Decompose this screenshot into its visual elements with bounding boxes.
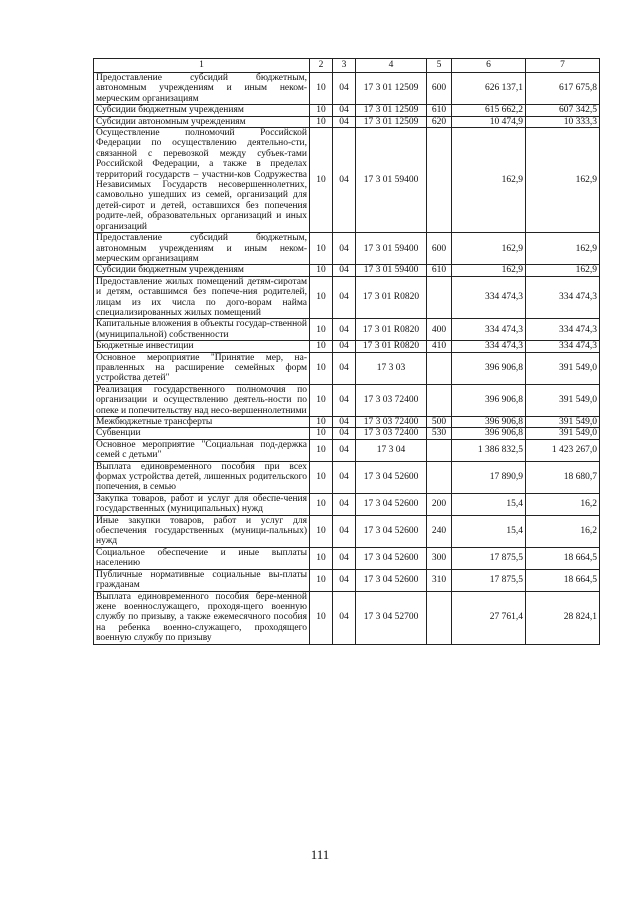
row-amount-col7-cell: 162,9 <box>526 233 600 265</box>
row-subsection-cell: 04 <box>333 233 356 265</box>
row-expense-type-cell: 610 <box>427 105 452 116</box>
row-target-article-cell: 17 3 04 52700 <box>356 591 427 644</box>
row-name-cell: Выплата единовременного пособия бере-менной жене военнослужащего, проходя-щего военную службу по призыву, а также ежемесячного пособия на ребенка военно-служащего, проходящего военную службу по призыву <box>94 591 310 644</box>
row-amount-col7-cell: 391 549,0 <box>526 352 600 384</box>
row-target-article-cell: 17 3 01 R0820 <box>356 319 427 341</box>
row-amount-col6-cell: 396 906,8 <box>452 384 526 416</box>
row-section-cell: 10 <box>310 428 333 439</box>
row-amount-col6-cell: 615 662,2 <box>452 105 526 116</box>
row-expense-type-cell: 500 <box>427 417 452 428</box>
row-amount-col7-cell: 334 474,3 <box>526 276 600 319</box>
table-row <box>94 265 600 276</box>
table-row <box>94 439 600 461</box>
row-amount-col6-cell: 162,9 <box>452 265 526 276</box>
row-expense-type-cell: 200 <box>427 493 452 515</box>
row-name-cell: Выплата единовременного пособия при всех формах устройства детей, лишенных родительского попечения, в семью <box>94 461 310 493</box>
table-row <box>94 493 600 515</box>
row-amount-col6-cell: 17 875,5 <box>452 569 526 591</box>
row-subsection-cell: 04 <box>333 341 356 352</box>
row-amount-col7-cell: 607 342,5 <box>526 105 600 116</box>
table-row <box>94 319 600 341</box>
row-name-cell: Реализация государственного полномочия по организации и осуществлению деятель-ности по опеке и попечительству над несо-вершеннолетними <box>94 384 310 416</box>
row-amount-col7-cell: 1 423 267,0 <box>526 439 600 461</box>
header-cell: 4 <box>356 59 427 73</box>
row-amount-col7-cell: 162,9 <box>526 128 600 233</box>
row-target-article-cell: 17 3 04 52600 <box>356 547 427 569</box>
row-section-cell: 10 <box>310 547 333 569</box>
row-section-cell: 10 <box>310 417 333 428</box>
table-row <box>94 461 600 493</box>
row-section-cell: 10 <box>310 319 333 341</box>
row-amount-col6-cell: 17 890,9 <box>452 461 526 493</box>
row-subsection-cell: 04 <box>333 276 356 319</box>
row-name-cell: Субсидии бюджетным учреждениям <box>94 265 310 276</box>
row-name-cell: Публичные нормативные социальные вы-платы гражданам <box>94 569 310 591</box>
row-name-cell: Капитальные вложения в объекты государ-ственной (муниципальной) собственности <box>94 319 310 341</box>
row-name-cell: Основное мероприятие "Социальная под-держка семей с детьми" <box>94 439 310 461</box>
row-name-cell: Осуществление полномочий Российской Федерации по осуществлению деятельно-сти, связанной с перевозкой между субъек-тами Российской Федерации, а также в пределах территорий государств – участни-ков Содружества Независимых Государств несовершеннолетних, самовольно ушедших из семей, организаций для детей-сирот и детей, оставшихся без попечения родите-лей, образовательных организаций и иных организаций <box>94 128 310 233</box>
row-amount-col7-cell: 391 549,0 <box>526 417 600 428</box>
row-amount-col7-cell: 16,2 <box>526 493 600 515</box>
table-row <box>94 105 600 116</box>
row-target-article-cell: 17 3 03 72400 <box>356 417 427 428</box>
row-expense-type-cell: 410 <box>427 341 452 352</box>
table-row <box>94 428 600 439</box>
row-name-cell: Социальное обеспечение и иные выплаты населению <box>94 547 310 569</box>
row-section-cell: 10 <box>310 276 333 319</box>
row-section-cell: 10 <box>310 73 333 105</box>
row-target-article-cell: 17 3 01 R0820 <box>356 341 427 352</box>
table-row <box>94 384 600 416</box>
row-amount-col7-cell: 10 333,3 <box>526 116 600 127</box>
row-target-article-cell: 17 3 04 52600 <box>356 569 427 591</box>
table-row <box>94 128 600 233</box>
table-row <box>94 569 600 591</box>
row-expense-type-cell: 600 <box>427 233 452 265</box>
row-subsection-cell: 04 <box>333 493 356 515</box>
header-cell: 3 <box>333 59 356 73</box>
header-cell: 7 <box>526 59 600 73</box>
row-section-cell: 10 <box>310 569 333 591</box>
row-subsection-cell: 04 <box>333 352 356 384</box>
row-subsection-cell: 04 <box>333 417 356 428</box>
row-amount-col7-cell: 334 474,3 <box>526 319 600 341</box>
row-subsection-cell: 04 <box>333 461 356 493</box>
row-section-cell: 10 <box>310 116 333 127</box>
row-name-cell: Бюджетные инвестиции <box>94 341 310 352</box>
row-section-cell: 10 <box>310 105 333 116</box>
row-section-cell: 10 <box>310 493 333 515</box>
row-amount-col6-cell: 27 761,4 <box>452 591 526 644</box>
row-amount-col7-cell: 18 680,7 <box>526 461 600 493</box>
row-name-cell: Предоставление жилых помещений детям-сиротам и детям, оставшимся без попече-ния родителей, лицам из их числа по дого-ворам найма специализированных жилых помещений <box>94 276 310 319</box>
header-cell: 6 <box>452 59 526 73</box>
table-row <box>94 547 600 569</box>
row-name-cell: Иные закупки товаров, работ и услуг для обеспечения государственных (муници-пальных) нужд <box>94 515 310 547</box>
table-row <box>94 352 600 384</box>
row-name-cell: Субвенции <box>94 428 310 439</box>
row-expense-type-cell <box>427 352 452 384</box>
header-cell: 2 <box>310 59 333 73</box>
row-subsection-cell: 04 <box>333 128 356 233</box>
row-expense-type-cell: 400 <box>427 319 452 341</box>
table-row <box>94 417 600 428</box>
row-section-cell: 10 <box>310 461 333 493</box>
header-cell: 1 <box>94 59 310 73</box>
row-subsection-cell: 04 <box>333 547 356 569</box>
row-expense-type-cell: 310 <box>427 569 452 591</box>
row-subsection-cell: 04 <box>333 265 356 276</box>
row-subsection-cell: 04 <box>333 515 356 547</box>
table-row <box>94 116 600 127</box>
row-name-cell: Закупка товаров, работ и услуг для обеспе-чения государственных (муниципальных) нужд <box>94 493 310 515</box>
budget-table <box>93 58 600 645</box>
row-target-article-cell: 17 3 01 12509 <box>356 105 427 116</box>
row-target-article-cell: 17 3 01 59400 <box>356 128 427 233</box>
row-expense-type-cell <box>427 276 452 319</box>
row-section-cell: 10 <box>310 265 333 276</box>
row-amount-col6-cell: 334 474,3 <box>452 341 526 352</box>
table-row <box>94 276 600 319</box>
table-body <box>94 73 600 645</box>
row-target-article-cell: 17 3 03 72400 <box>356 428 427 439</box>
row-expense-type-cell <box>427 591 452 644</box>
row-target-article-cell: 17 3 01 12509 <box>356 73 427 105</box>
row-expense-type-cell: 240 <box>427 515 452 547</box>
table-row <box>94 233 600 265</box>
row-section-cell: 10 <box>310 439 333 461</box>
row-amount-col6-cell: 1 386 832,5 <box>452 439 526 461</box>
table-header-row <box>94 59 600 73</box>
row-section-cell: 10 <box>310 591 333 644</box>
row-section-cell: 10 <box>310 233 333 265</box>
row-name-cell: Межбюджетные трансферты <box>94 417 310 428</box>
row-expense-type-cell: 600 <box>427 73 452 105</box>
row-target-article-cell: 17 3 01 12509 <box>356 116 427 127</box>
row-subsection-cell: 04 <box>333 116 356 127</box>
row-expense-type-cell <box>427 384 452 416</box>
row-name-cell: Субсидии бюджетным учреждениям <box>94 105 310 116</box>
table-row <box>94 73 600 105</box>
row-section-cell: 10 <box>310 384 333 416</box>
row-amount-col6-cell: 626 137,1 <box>452 73 526 105</box>
row-section-cell: 10 <box>310 515 333 547</box>
row-amount-col7-cell: 16,2 <box>526 515 600 547</box>
row-target-article-cell: 17 3 01 59400 <box>356 233 427 265</box>
row-expense-type-cell <box>427 439 452 461</box>
row-name-cell: Основное мероприятие "Принятие мер, на-правленных на расширение семейных форм устройства детей" <box>94 352 310 384</box>
row-name-cell: Предоставление субсидий бюджетным, автономным учреждениям и иным неком-мерческим организациям <box>94 233 310 265</box>
row-amount-col7-cell: 617 675,8 <box>526 73 600 105</box>
row-target-article-cell: 17 3 03 <box>356 352 427 384</box>
row-expense-type-cell <box>427 128 452 233</box>
row-amount-col7-cell: 391 549,0 <box>526 384 600 416</box>
row-target-article-cell: 17 3 01 R0820 <box>356 276 427 319</box>
row-target-article-cell: 17 3 04 52600 <box>356 493 427 515</box>
row-subsection-cell: 04 <box>333 428 356 439</box>
row-subsection-cell: 04 <box>333 384 356 416</box>
row-subsection-cell: 04 <box>333 569 356 591</box>
row-section-cell: 10 <box>310 352 333 384</box>
row-amount-col7-cell: 18 664,5 <box>526 547 600 569</box>
row-expense-type-cell: 300 <box>427 547 452 569</box>
row-subsection-cell: 04 <box>333 319 356 341</box>
row-expense-type-cell: 530 <box>427 428 452 439</box>
header-cell: 5 <box>427 59 452 73</box>
row-subsection-cell: 04 <box>333 73 356 105</box>
row-subsection-cell: 04 <box>333 105 356 116</box>
row-amount-col6-cell: 15,4 <box>452 493 526 515</box>
row-name-cell: Предоставление субсидий бюджетным, автономным учреждениям и иным неком-мерческим организациям <box>94 73 310 105</box>
row-expense-type-cell <box>427 461 452 493</box>
row-target-article-cell: 17 3 04 <box>356 439 427 461</box>
row-target-article-cell: 17 3 04 52600 <box>356 461 427 493</box>
row-amount-col7-cell: 391 549,0 <box>526 428 600 439</box>
row-target-article-cell: 17 3 01 59400 <box>356 265 427 276</box>
table-row <box>94 515 600 547</box>
row-amount-col6-cell: 396 906,8 <box>452 352 526 384</box>
row-expense-type-cell: 610 <box>427 265 452 276</box>
row-target-article-cell: 17 3 03 72400 <box>356 384 427 416</box>
row-amount-col7-cell: 28 824,1 <box>526 591 600 644</box>
row-amount-col6-cell: 396 906,8 <box>452 417 526 428</box>
row-amount-col6-cell: 396 906,8 <box>452 428 526 439</box>
row-subsection-cell: 04 <box>333 591 356 644</box>
row-amount-col6-cell: 162,9 <box>452 233 526 265</box>
row-expense-type-cell: 620 <box>427 116 452 127</box>
row-amount-col7-cell: 162,9 <box>526 265 600 276</box>
row-target-article-cell: 17 3 04 52600 <box>356 515 427 547</box>
row-amount-col6-cell: 10 474,9 <box>452 116 526 127</box>
row-amount-col6-cell: 17 875,5 <box>452 547 526 569</box>
row-section-cell: 10 <box>310 341 333 352</box>
page-number: 111 <box>310 847 330 862</box>
row-subsection-cell: 04 <box>333 439 356 461</box>
row-section-cell: 10 <box>310 128 333 233</box>
table-row <box>94 341 600 352</box>
row-amount-col6-cell: 15,4 <box>452 515 526 547</box>
row-amount-col7-cell: 334 474,3 <box>526 341 600 352</box>
row-amount-col6-cell: 162,9 <box>452 128 526 233</box>
row-amount-col6-cell: 334 474,3 <box>452 319 526 341</box>
table-row <box>94 591 600 644</box>
row-amount-col6-cell: 334 474,3 <box>452 276 526 319</box>
row-amount-col7-cell: 18 664,5 <box>526 569 600 591</box>
row-name-cell: Субсидии автономным учреждениям <box>94 116 310 127</box>
